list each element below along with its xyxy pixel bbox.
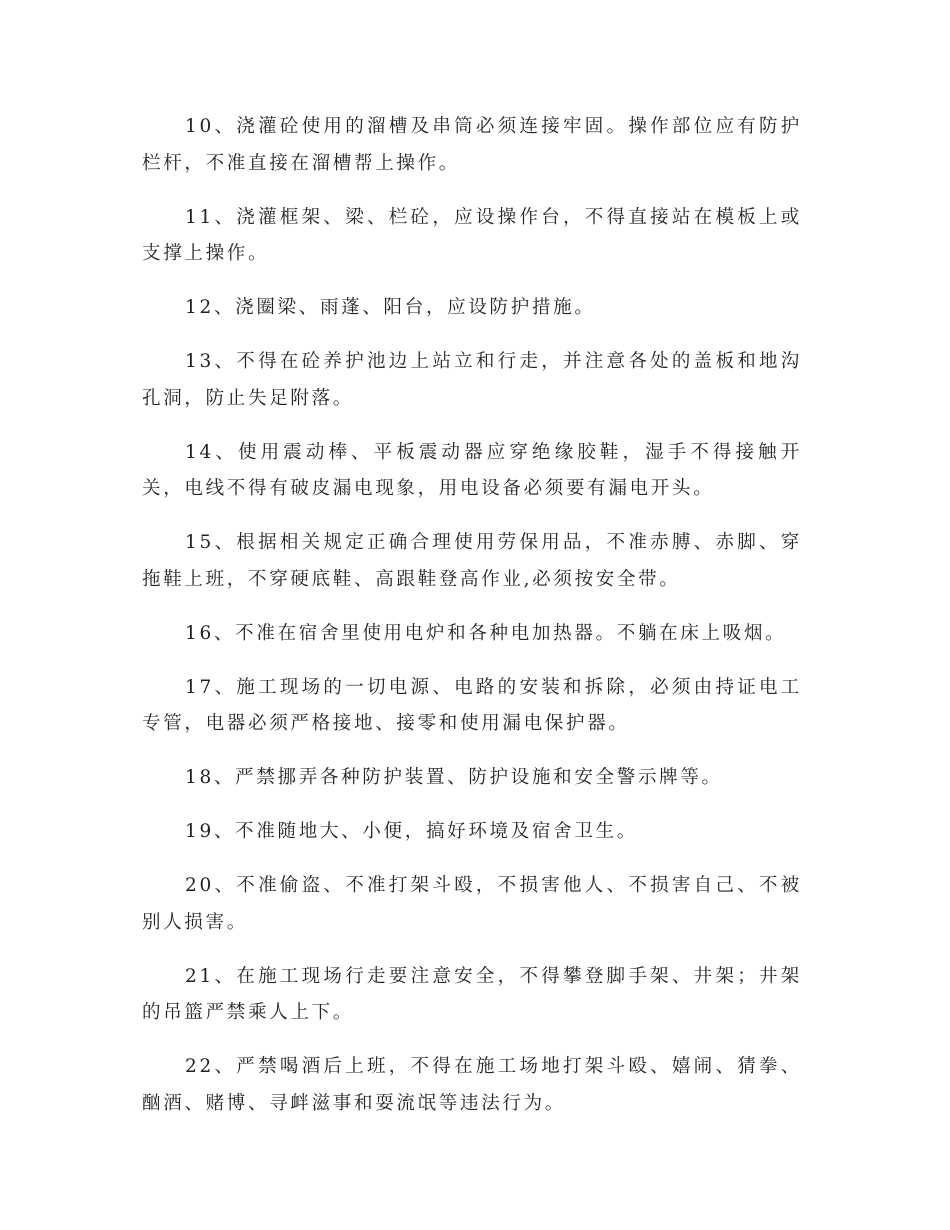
rule-paragraph-20: 20、不准偷盗、不准打架斗殴，不损害他人、不损害自己、不被别人损害。 bbox=[142, 875, 802, 933]
rule-paragraph-11: 11、浇灌框架、梁、栏砼，应设操作台，不得直接站在模板上或支撑上操作。 bbox=[142, 206, 802, 264]
rule-paragraph-14: 14、使用震动棒、平板震动器应穿绝缘胶鞋，湿手不得接触开关，电线不得有破皮漏电现象，用电设备必须要有漏电开头。 bbox=[142, 441, 802, 499]
rule-paragraph-19: 19、不准随地大、小便，搞好环境及宿舍卫生。 bbox=[185, 821, 638, 842]
rule-paragraph-10: 10、浇灌砼使用的溜槽及串筒必须连接牢固。操作部位应有防护栏杆，不准直接在溜槽帮上操作。 bbox=[142, 116, 802, 174]
rule-paragraph-13: 13、不得在砼养护池边上站立和行走，并注意各处的盖板和地沟孔洞，防止失足附落。 bbox=[142, 351, 802, 409]
rule-paragraph-16: 16、不准在宿舍里使用电炉和各种电加热器。不躺在床上吸烟。 bbox=[185, 622, 787, 644]
rule-paragraph-17: 17、施工现场的一切电源、电路的安装和拆除，必须由持证电工专管，电器必须严格接地、接零和使用漏电保护器。 bbox=[142, 676, 802, 734]
rule-paragraph-22: 22、严禁喝酒后上班，不得在施工场地打架斗殴、嬉闹、猜拳、酗酒、赌博、寻衅滋事和耍流氓等违法行为。 bbox=[142, 1056, 802, 1114]
document-body bbox=[142, 109, 802, 1140]
rule-paragraph-12: 12、浇圈梁、雨蓬、阳台，应设防护措施。 bbox=[185, 297, 596, 318]
rule-paragraph-21: 21、在施工现场行走要注意安全，不得攀登脚手架、井架；井架的吊篮严禁乘人上下。 bbox=[142, 965, 802, 1023]
rule-paragraph-15: 15、根据相关规定正确合理使用劳保用品，不准赤膊、赤脚、穿拖鞋上班，不穿硬底鞋、高跟鞋登高作业,必须按安全带。 bbox=[142, 532, 802, 590]
rule-paragraph-18: 18、严禁挪弄各种防护装置、防护设施和安全警示牌等。 bbox=[185, 767, 723, 788]
